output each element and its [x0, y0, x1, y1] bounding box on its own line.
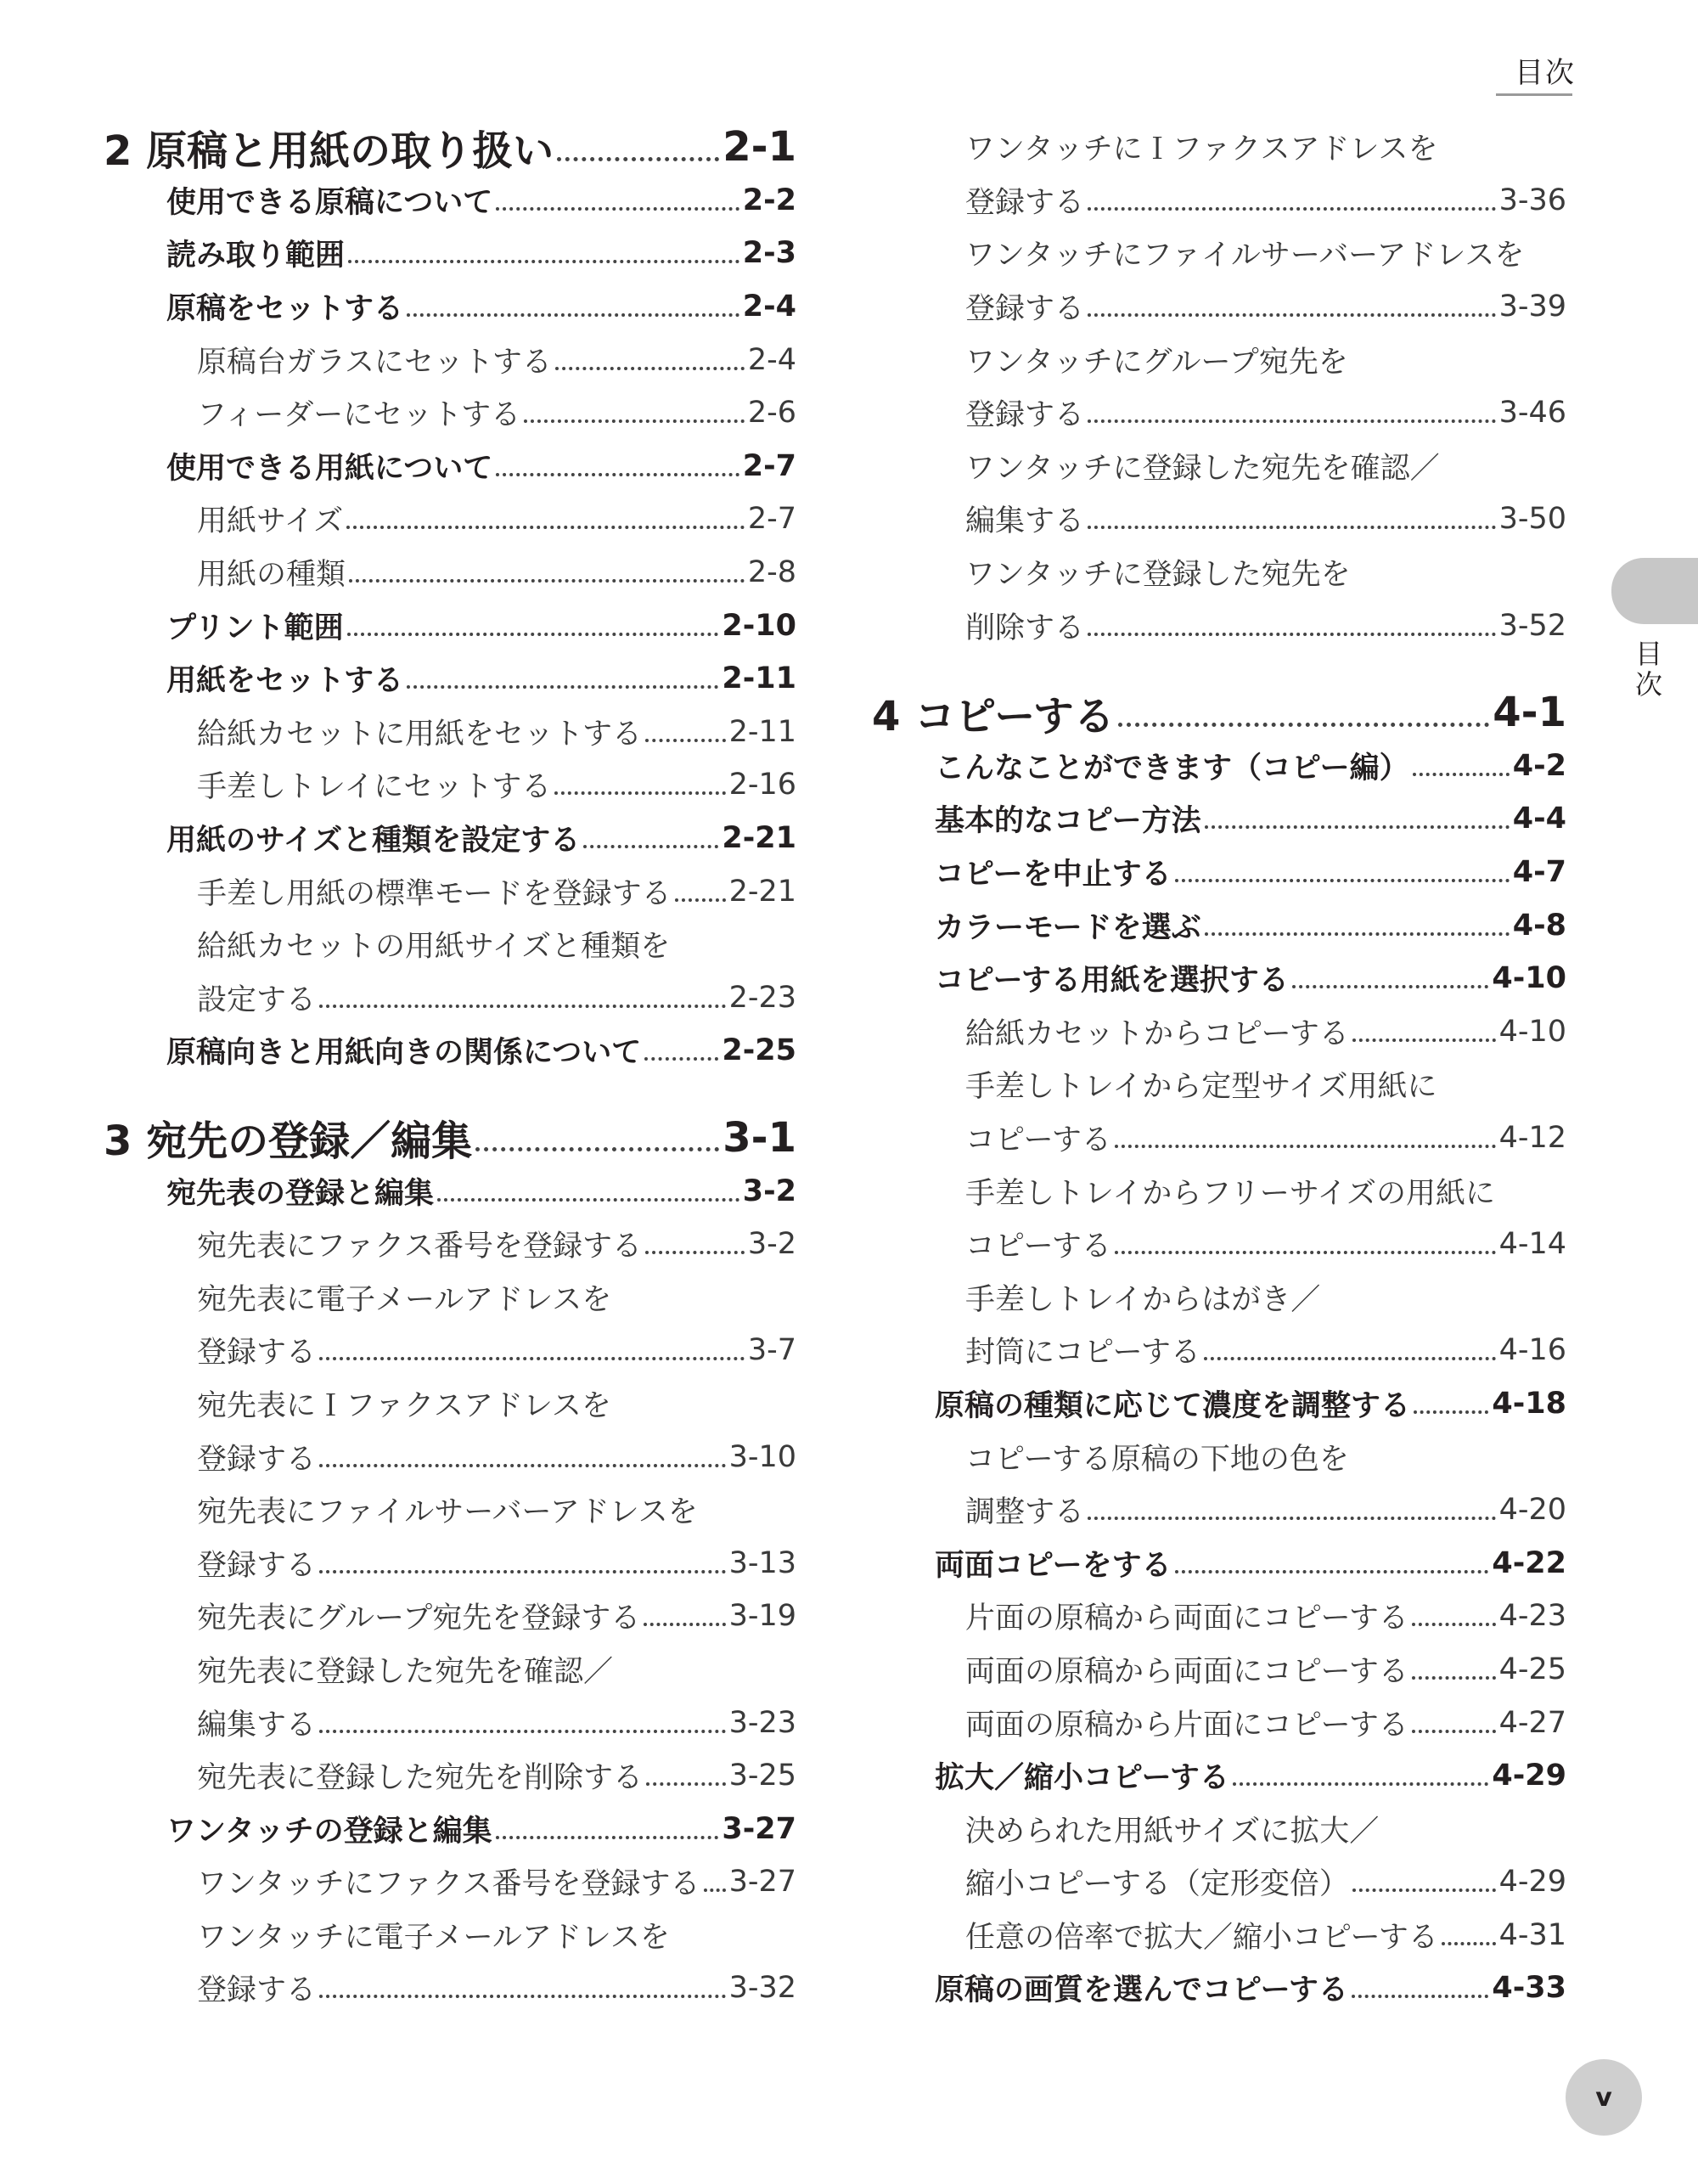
toc-entry-page: 3-39: [1498, 290, 1566, 324]
toc-entry-page: 4-33: [1492, 1971, 1566, 2006]
dot-leader: [319, 1464, 726, 1467]
toc-entry-title: コピーする: [965, 1123, 1111, 1157]
toc-entry-title: 任意の倍率で拡大／縮小コピーする: [965, 1920, 1438, 1955]
dot-leader: [496, 207, 739, 211]
toc-subsection-entry[interactable]: [872, 1696, 1566, 1749]
toc-entry-page: 2-16: [728, 768, 796, 802]
toc-entry-title: 登録する: [197, 1548, 317, 1583]
section-gap: [872, 652, 1566, 686]
toc-entry-title: 手差しトレイからはがき／: [965, 1282, 1321, 1317]
dot-leader: [554, 791, 725, 795]
toc-entry-title: コピーする: [965, 1230, 1111, 1264]
dot-leader: [1088, 526, 1496, 529]
dot-leader: [437, 1198, 739, 1202]
toc-entry-page: 3-32: [728, 1971, 796, 2006]
dot-leader: [347, 633, 719, 636]
toc-entry-title: ワンタッチにファクス番号を登録する: [197, 1867, 700, 1902]
dot-leader: [407, 313, 739, 317]
toc-entry-title: 片面の原稿から両面にコピーする: [965, 1601, 1408, 1636]
dot-leader: [644, 1057, 718, 1061]
toc-entry-page: 4-1: [1493, 689, 1566, 737]
dot-leader: [1205, 825, 1510, 829]
toc-entry-page: 2-6: [747, 396, 796, 431]
dot-leader: [645, 739, 726, 742]
toc-entry-page: 4-29: [1498, 1865, 1566, 1900]
toc-subsection-entry[interactable]: [872, 227, 1566, 280]
toc-subsection-entry[interactable]: [104, 758, 796, 812]
toc-entry-title: ワンタッチに登録した宛先を確認／: [965, 451, 1440, 486]
dot-leader: [1352, 1039, 1496, 1042]
dot-leader: [496, 1836, 719, 1839]
dot-leader: [349, 579, 745, 583]
toc-entry-page: 4-31: [1498, 1917, 1566, 1952]
toc-entry-title: 登録する: [197, 1442, 317, 1477]
toc-entry-page: 2-4: [747, 342, 796, 377]
toc-entry-page: 4-20: [1498, 1493, 1566, 1528]
toc-entry-title: コピーする原稿の下地の色を: [965, 1442, 1349, 1477]
toc-entry-title: 基本的なコピー方法: [935, 804, 1201, 839]
toc-entry-title: コピーする用紙を選択する: [935, 964, 1289, 999]
toc-subsection-entry[interactable]: [872, 493, 1566, 546]
toc-entry-title: 宛先表にグループ宛先を登録する: [197, 1601, 641, 1636]
toc-entry-page: 4-10: [1498, 1014, 1566, 1049]
dot-leader: [475, 1147, 719, 1151]
dot-leader: [524, 419, 745, 423]
toc-entry-page: 2-11: [728, 714, 796, 749]
toc-entry-page: 4-8: [1512, 908, 1566, 943]
toc-subsection-entry[interactable]: [872, 1643, 1566, 1697]
toc-subsection-entry[interactable]: [104, 493, 796, 546]
toc-entry-title: 編集する: [965, 504, 1085, 539]
toc-subsection-entry[interactable]: [872, 121, 1566, 174]
toc-entry-page: 3-36: [1498, 183, 1566, 217]
toc-subsection-entry[interactable]: [104, 333, 796, 386]
dot-leader: [319, 1570, 726, 1573]
toc-entry-page: 4-29: [1492, 1759, 1566, 1793]
toc-subsection-entry[interactable]: [104, 1749, 796, 1803]
toc-entry-title: ワンタッチに登録した宛先を: [965, 558, 1351, 593]
toc-subsection-entry[interactable]: [104, 918, 796, 971]
toc-entry-title: コピーを中止する: [935, 858, 1172, 892]
toc-entry-page: 3-19: [728, 1599, 796, 1634]
toc-section-entry[interactable]: [872, 952, 1566, 1005]
toc-section-entry[interactable]: [872, 1962, 1566, 2015]
dot-leader: [407, 685, 718, 689]
toc-entry-title: 設定する: [197, 982, 317, 1017]
toc-subsection-entry[interactable]: [872, 386, 1566, 440]
toc-entry-title: 両面の原稿から両面にコピーする: [965, 1654, 1408, 1689]
toc-entry-title: 給紙カセットに用紙をセットする: [197, 717, 642, 751]
toc-entry-title: 登録する: [197, 1336, 317, 1371]
page-number: v: [1595, 2082, 1612, 2113]
dot-leader: [1175, 879, 1510, 882]
header-title: 目次: [1515, 56, 1576, 90]
toc-entry-page: 2-3: [742, 236, 796, 271]
toc-entry-title: 2 原稿と用紙の取り扱い: [104, 127, 554, 175]
toc-entry-page: 4-10: [1492, 961, 1566, 996]
section-gap: [104, 1078, 796, 1112]
toc-entry-title: 使用できる原稿について: [166, 185, 493, 220]
dot-leader: [348, 260, 739, 263]
dot-leader: [1088, 1517, 1496, 1520]
toc-section-entry[interactable]: [872, 1377, 1566, 1431]
dot-leader: [1414, 1410, 1488, 1414]
dot-leader: [1204, 1357, 1496, 1360]
toc-section-entry[interactable]: [872, 792, 1566, 846]
toc-entry-title: ワンタッチに電子メールアドレスを: [197, 1920, 670, 1955]
toc-entry-page: 3-27: [728, 1865, 796, 1900]
toc-subsection-entry[interactable]: [872, 1483, 1566, 1537]
toc-entry-title: 両面の原稿から片面にコピーする: [965, 1708, 1408, 1742]
toc-subsection-entry[interactable]: [104, 1483, 796, 1537]
toc-section-entry[interactable]: [104, 280, 796, 334]
dot-leader: [1412, 1730, 1496, 1733]
toc-subsection-entry[interactable]: [104, 1696, 796, 1749]
toc-subsection-entry[interactable]: [872, 1218, 1566, 1271]
toc-entry-title: 給紙カセットからコピーする: [965, 1016, 1349, 1051]
toc-section-entry[interactable]: [872, 740, 1566, 793]
toc-chapter-entry[interactable]: [104, 121, 796, 174]
toc-entry-page: 2-23: [728, 980, 796, 1015]
toc-subsection-entry[interactable]: [872, 1324, 1566, 1377]
toc-entry-page: 3-7: [747, 1333, 796, 1368]
dot-leader: [1352, 1995, 1489, 1998]
toc-entry-page: 4-18: [1492, 1386, 1566, 1421]
toc-section-entry[interactable]: [104, 1024, 796, 1078]
toc-entry-title: 原稿の画質を選んでコピーする: [935, 1973, 1348, 2008]
header-rule: [1496, 93, 1572, 96]
toc-entry-page: 3-52: [1498, 608, 1566, 643]
toc-entry-page: 2-7: [742, 448, 796, 483]
toc-entry-page: 2-11: [722, 661, 796, 696]
toc-subsection-entry[interactable]: [104, 1430, 796, 1483]
dot-leader: [1205, 932, 1510, 936]
toc-subsection-entry[interactable]: [872, 440, 1566, 493]
toc-entry-title: 手差しトレイにセットする: [197, 770, 552, 805]
dot-leader: [1175, 1570, 1489, 1573]
toc-chapter-entry[interactable]: [872, 686, 1566, 740]
toc-entry-title: 原稿台ガラスにセットする: [197, 345, 552, 380]
toc-section-entry[interactable]: [104, 1164, 796, 1218]
toc-entry-page: 4-12: [1498, 1120, 1566, 1155]
toc-entry-title: 封筒にコピーする: [965, 1336, 1200, 1371]
dot-leader: [1233, 1782, 1489, 1786]
toc-subsection-entry[interactable]: [104, 1270, 796, 1324]
toc-entry-page: 3-2: [742, 1174, 796, 1208]
dot-leader: [1088, 419, 1496, 423]
toc-entry-title: 削除する: [965, 611, 1085, 645]
dot-leader: [1352, 1888, 1496, 1892]
toc-entry-title: 拡大／縮小コピーする: [935, 1761, 1229, 1796]
toc-entry-page: 4-23: [1498, 1599, 1566, 1634]
toc-entry-title: フィーダーにセットする: [197, 398, 521, 433]
toc-entry-title: カラーモードを選ぶ: [935, 910, 1201, 945]
toc-section-entry[interactable]: [104, 440, 796, 493]
dot-leader: [319, 1357, 745, 1360]
toc-subsection-entry[interactable]: [872, 1430, 1566, 1483]
toc-entry-page: 2-10: [722, 608, 796, 643]
toc-subsection-entry[interactable]: [104, 386, 796, 440]
toc-entry-title: 宛先表にファイルサーバーアドレスを: [197, 1495, 698, 1530]
toc-entry-title: 用紙をセットする: [166, 664, 403, 699]
toc-entry-title: 宛先表に登録した宛先を削除する: [197, 1761, 644, 1796]
toc-entry-page: 3-1: [722, 1113, 796, 1162]
toc-entry-title: 4 コピーする: [872, 692, 1115, 740]
toc-entry-page: 2-4: [742, 290, 796, 324]
toc-subsection-entry[interactable]: [872, 1058, 1566, 1112]
dot-leader: [319, 1995, 726, 1998]
toc-entry-title: 宛先表に登録した宛先を確認／: [197, 1654, 614, 1689]
toc-entry-page: 3-2: [747, 1227, 796, 1262]
toc-entry-title: 給紙カセットの用紙サイズと種類を: [197, 930, 671, 965]
toc-subsection-entry[interactable]: [104, 1324, 796, 1377]
toc-entry-page: 4-22: [1492, 1545, 1566, 1580]
toc-subsection-entry[interactable]: [872, 1270, 1566, 1324]
toc-subsection-entry[interactable]: [872, 1909, 1566, 1962]
toc-entry-title: 原稿の種類に応じて濃度を調整する: [935, 1388, 1411, 1423]
toc-subsection-entry[interactable]: [872, 1112, 1566, 1165]
toc-entry-page: 4-7: [1512, 855, 1566, 890]
toc-subsection-entry[interactable]: [104, 971, 796, 1025]
dot-leader: [1412, 1623, 1496, 1626]
toc-entry-title: 用紙サイズ: [197, 504, 344, 539]
toc-entry-page: 3-10: [728, 1439, 796, 1474]
toc-entry-title: 宛先表に電子メールアドレスを: [197, 1282, 612, 1317]
toc-right-column: [872, 121, 1566, 2015]
toc-subsection-entry[interactable]: [104, 1590, 796, 1643]
toc-subsection-entry[interactable]: [104, 546, 796, 599]
toc-subsection-entry[interactable]: [872, 174, 1566, 228]
toc-entry-title: 手差し用紙の標準モードを登録する: [197, 876, 672, 911]
toc-section-entry[interactable]: [872, 898, 1566, 952]
toc-entry-page: 4-25: [1498, 1652, 1566, 1686]
toc-subsection-entry[interactable]: [104, 1536, 796, 1590]
page-number-badge: [1566, 2059, 1642, 2136]
toc-entry-page: 4-14: [1498, 1227, 1566, 1262]
dot-leader: [1088, 633, 1496, 636]
toc-entry-title: 3 宛先の登録／編集: [104, 1117, 473, 1166]
dot-leader: [319, 1730, 726, 1733]
toc-section-entry[interactable]: [104, 599, 796, 652]
toc-entry-title: 編集する: [197, 1708, 317, 1742]
dot-leader: [675, 898, 726, 902]
toc-entry-page: 4-2: [1512, 748, 1566, 783]
toc-entry-title: 登録する: [965, 185, 1085, 220]
toc-entry-title: 使用できる用紙について: [166, 451, 493, 486]
toc-entry-page: 2-21: [728, 874, 796, 909]
toc-subsection-entry[interactable]: [872, 280, 1566, 334]
toc-subsection-entry[interactable]: [104, 864, 796, 918]
toc-subsection-entry[interactable]: [872, 1802, 1566, 1855]
toc-entry-title: 手差しトレイから定型サイズ用紙に: [965, 1070, 1437, 1105]
dot-leader: [1118, 723, 1489, 727]
dot-leader: [1292, 985, 1489, 988]
dot-leader: [1088, 207, 1496, 211]
toc-subsection-entry[interactable]: [872, 1164, 1566, 1218]
toc-entry-title: 縮小コピーする（定形変倍）: [965, 1867, 1349, 1902]
toc-entry-title: 原稿向きと用紙向きの関係について: [166, 1036, 642, 1071]
toc-subsection-entry[interactable]: [872, 1590, 1566, 1643]
toc-entry-page: 2-1: [722, 123, 796, 172]
toc-entry-page: 2-7: [747, 502, 796, 537]
toc-entry-title: 両面コピーをする: [935, 1548, 1172, 1583]
toc-subsection-entry[interactable]: [872, 333, 1566, 386]
toc-entry-page: 3-13: [728, 1545, 796, 1580]
toc-entry-title: 手差しトレイからフリーサイズの用紙に: [965, 1176, 1496, 1211]
toc-subsection-entry[interactable]: [872, 546, 1566, 599]
toc-subsection-entry[interactable]: [104, 1962, 796, 2015]
toc-entry-title: 登録する: [197, 1973, 317, 2008]
toc-entry-page: 3-25: [728, 1759, 796, 1793]
toc-entry-title: 決められた用紙サイズに拡大／: [965, 1814, 1380, 1849]
toc-section-entry[interactable]: [104, 174, 796, 228]
toc-entry-page: 2-25: [722, 1033, 796, 1068]
dot-leader: [645, 1251, 745, 1254]
dot-leader: [583, 845, 718, 848]
side-tab-label: 目次: [1634, 638, 1662, 701]
toc-entry-page: 3-27: [722, 1811, 796, 1846]
toc-subsection-entry[interactable]: [872, 1005, 1566, 1059]
toc-entry-page: 2-8: [747, 555, 796, 590]
toc-entry-title: 宛先表の登録と編集: [166, 1176, 435, 1211]
toc-subsection-entry[interactable]: [104, 706, 796, 759]
toc-entry-page: 2-2: [742, 183, 796, 217]
dot-leader: [1442, 1942, 1496, 1945]
toc-entry-page: 3-50: [1498, 502, 1566, 537]
dot-leader: [644, 1623, 725, 1626]
dot-leader: [646, 1782, 726, 1786]
toc-section-entry[interactable]: [104, 812, 796, 865]
chapter-side-tab[interactable]: [1611, 558, 1698, 624]
dot-leader: [496, 473, 739, 476]
dot-leader: [1412, 1676, 1496, 1680]
toc-entry-title: 用紙の種類: [197, 558, 346, 593]
toc-left-column: [104, 121, 796, 2015]
toc-entry-page: 4-16: [1498, 1333, 1566, 1368]
toc-entry-title: 宛先表にＩファクスアドレスを: [197, 1388, 611, 1423]
dot-leader: [1413, 773, 1510, 776]
toc-entry-page: 2-21: [722, 821, 796, 856]
toc-entry-title: 読み取り範囲: [166, 239, 346, 273]
dot-leader: [1115, 1251, 1496, 1254]
dot-leader: [319, 1005, 726, 1008]
toc-entry-title: こんなことができます（コピー編）: [935, 751, 1409, 785]
toc-subsection-entry[interactable]: [104, 1218, 796, 1271]
toc-entry-title: 宛先表にファクス番号を登録する: [197, 1230, 642, 1264]
toc-entry-title: 調整する: [965, 1495, 1085, 1530]
dot-leader: [1115, 1145, 1496, 1148]
toc-entry-title: ワンタッチにファイルサーバーアドレスを: [965, 239, 1525, 273]
toc-section-entry[interactable]: [872, 846, 1566, 899]
toc-subsection-entry[interactable]: [104, 1855, 796, 1909]
toc-subsection-entry[interactable]: [872, 1855, 1566, 1909]
dot-leader: [704, 1888, 726, 1892]
toc-section-entry[interactable]: [104, 227, 796, 280]
dot-leader: [557, 157, 719, 161]
toc-entry-title: ワンタッチの登録と編集: [166, 1814, 492, 1849]
toc-subsection-entry[interactable]: [104, 1377, 796, 1431]
toc-entry-title: 原稿をセットする: [166, 292, 403, 327]
toc-section-entry[interactable]: [104, 1802, 796, 1855]
toc-entry-title: ワンタッチにＩファクスアドレスを: [965, 132, 1438, 167]
toc-entry-page: 3-23: [728, 1705, 796, 1740]
toc-entry-title: 登録する: [965, 398, 1085, 433]
toc-subsection-entry[interactable]: [104, 1909, 796, 1962]
dot-leader: [1088, 313, 1496, 317]
toc-section-entry[interactable]: [104, 652, 796, 706]
toc-section-entry[interactable]: [872, 1536, 1566, 1590]
toc-entry-title: 用紙のサイズと種類を設定する: [166, 824, 581, 858]
dot-leader: [346, 526, 745, 529]
toc-entry-page: 3-46: [1498, 396, 1566, 431]
toc-entry-page: 4-4: [1512, 802, 1566, 836]
toc-entry-title: ワンタッチにグループ宛先を: [965, 345, 1348, 380]
toc-entry-page: 4-27: [1498, 1705, 1566, 1740]
toc-section-entry[interactable]: [872, 1749, 1566, 1803]
toc-subsection-entry[interactable]: [872, 599, 1566, 652]
toc-chapter-entry[interactable]: [104, 1112, 796, 1165]
dot-leader: [555, 367, 745, 370]
toc-entry-title: 登録する: [965, 292, 1085, 327]
toc-entry-title: プリント範囲: [166, 611, 344, 645]
toc-subsection-entry[interactable]: [104, 1643, 796, 1697]
